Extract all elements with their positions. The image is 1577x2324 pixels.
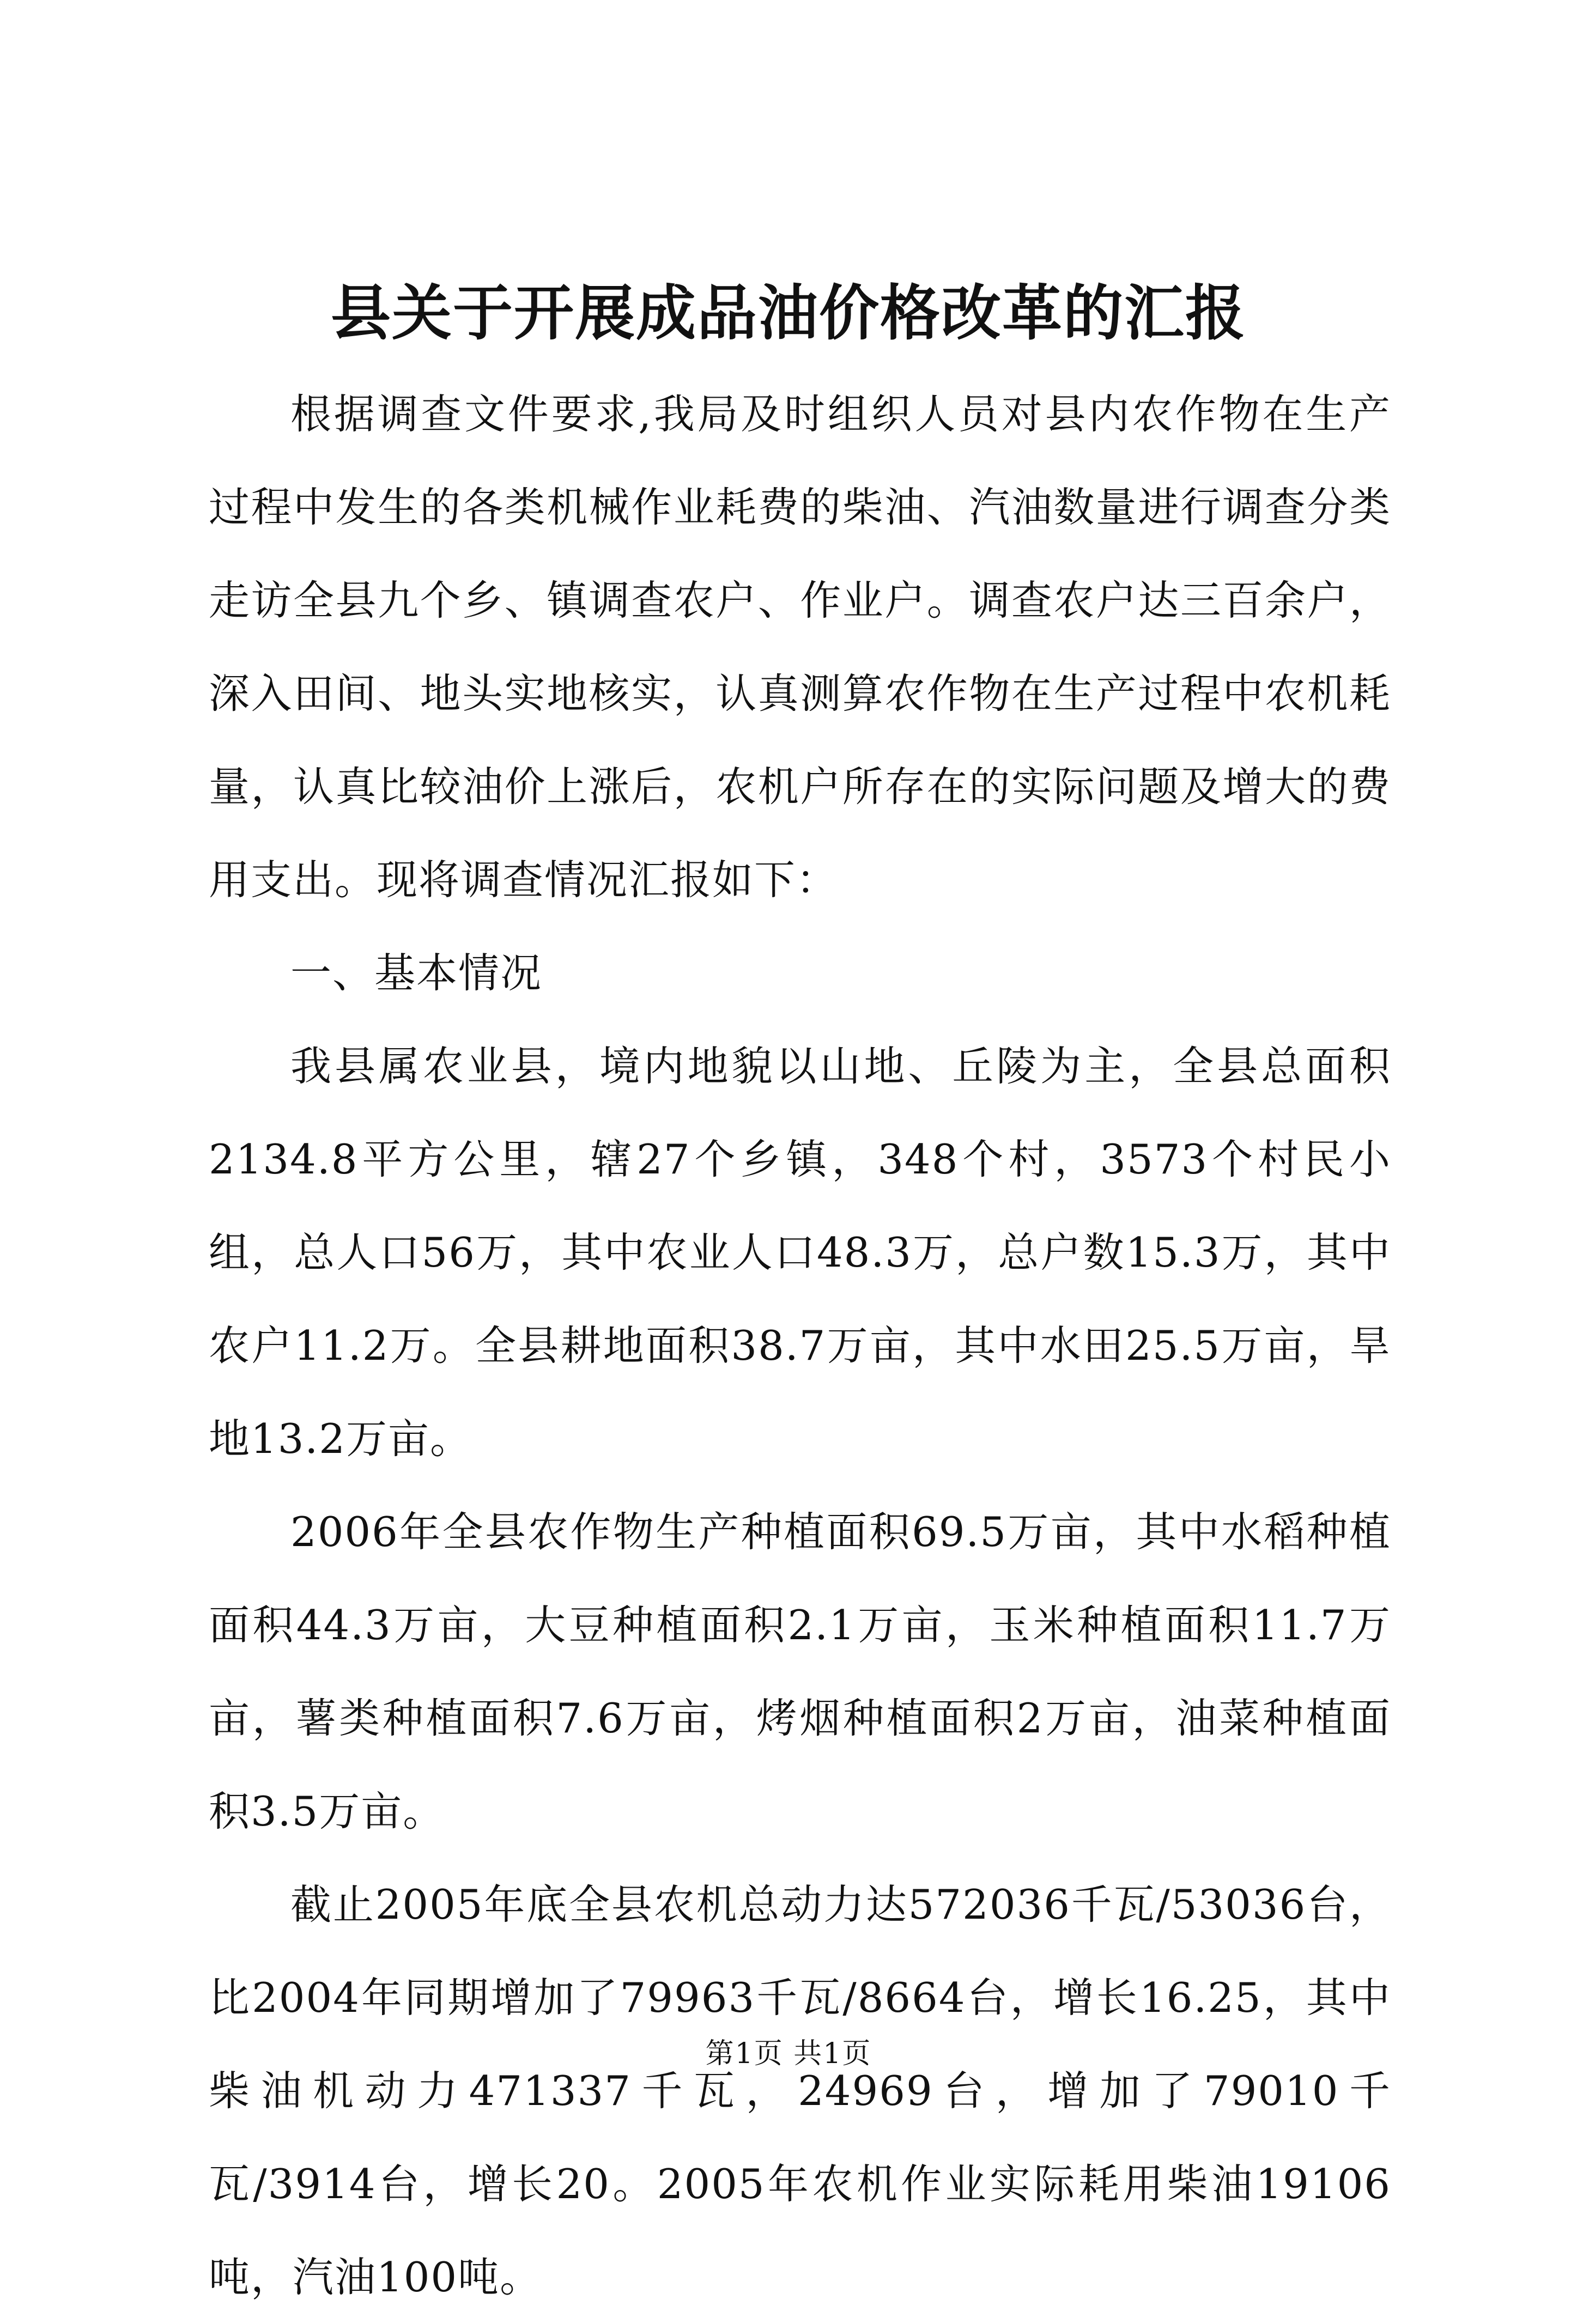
document-title: 县关于开展成品油价格改革的汇报	[331, 278, 1246, 348]
section-heading-basic: 一、基本情况	[290, 949, 543, 997]
intro-paragraph: 根据调查文件要求,我局及时组织人员对县内农作物在生产过程中发生的各类机械作业耗费的柴油、汽油数量进行调查分类走访全县九个乡、镇调查农户、作业户。调查农户达三百余户，深入田间、地头实地核实，认真测算农作物在生产过程中农机耗量，认真比较油价上涨后，农机户所存在的实际问题及增大的费用支出。现将调查情况汇报如下：	[209, 390, 1391, 904]
page-number-footer: 第1页 共1页	[705, 2037, 872, 2070]
county-overview-paragraph: 我县属农业县，境内地貌以山地、丘陵为主，全县总面积2134.8平方公里，辖27个乡镇，348个村，3573个村民小组，总人口56万，其中农业人口48.3万，总户数15.3万，其中农户11.2万。全县耕地面积38.7万亩，其中水田25.5万亩，旱地13.2万亩。	[209, 1042, 1391, 1463]
document-body	[209, 368, 1391, 2324]
machinery-power-paragraph: 截止2005年底全县农机总动力达572036千瓦/53036台，比2004年同期增加了79963千瓦/8664台，增长16.25，其中柴油机动力471337千瓦，24969台，增加了79010千瓦/3914台，增长20。2005年农机作业实际耗用柴油19106吨，汽油100吨。	[209, 1881, 1391, 2301]
planting-area-paragraph: 2006年全县农作物生产种植面积69.5万亩，其中水稻种植面积44.3万亩，大豆种植面积2.1万亩，玉米种植面积11.7万亩，薯类种植面积7.6万亩，烤烟种植面积2万亩，油菜种植面积3.5万亩。	[209, 1508, 1391, 1835]
